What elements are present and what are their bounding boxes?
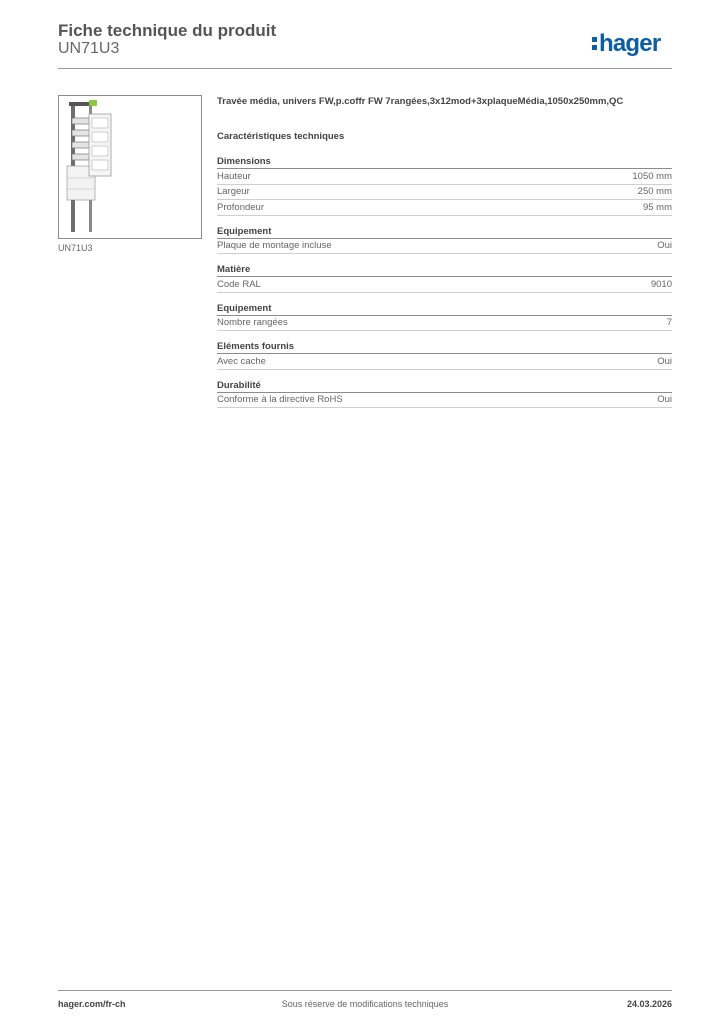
spec-row bbox=[217, 200, 672, 216]
spec-group-title: Eléments fournis bbox=[217, 340, 672, 354]
product-description: Travée média, univers FW,p.coffr FW 7rangées,3x12mod+3xplaqueMédia,1050x250mm,QC bbox=[217, 96, 624, 107]
spec-groups bbox=[217, 155, 672, 417]
spec-group-title: Equipement bbox=[217, 302, 672, 316]
spec-value: Oui bbox=[657, 355, 672, 367]
spec-group bbox=[217, 302, 672, 332]
spec-group-title: Matière bbox=[217, 263, 672, 277]
spec-label: Plaque de montage incluse bbox=[217, 240, 332, 252]
document-title: Fiche technique du produit bbox=[58, 21, 277, 40]
product-image-caption: UN71U3 bbox=[58, 243, 93, 253]
spec-group bbox=[217, 340, 672, 370]
spec-label: Avec cache bbox=[217, 355, 266, 367]
product-reference: UN71U3 bbox=[58, 40, 120, 57]
spec-label: Largeur bbox=[217, 186, 250, 198]
spec-row bbox=[217, 393, 672, 409]
spec-group-title: Dimensions bbox=[217, 155, 672, 169]
spec-row bbox=[217, 277, 672, 293]
spec-row bbox=[217, 316, 672, 332]
spec-value: Oui bbox=[657, 394, 672, 406]
spec-group bbox=[217, 225, 672, 255]
page-footer bbox=[58, 990, 672, 1021]
spec-value: 1050 mm bbox=[632, 170, 672, 182]
spec-row bbox=[217, 239, 672, 255]
footer-website: hager.com/fr-ch bbox=[58, 999, 126, 1009]
spec-row bbox=[217, 185, 672, 201]
spec-group bbox=[217, 379, 672, 409]
spec-label: Conforme à la directive RoHS bbox=[217, 394, 343, 406]
footer-disclaimer: Sous réserve de modifications techniques bbox=[281, 999, 449, 1009]
spec-group-title: Equipement bbox=[217, 225, 672, 239]
footer-date: 24.03.2026 bbox=[626, 999, 672, 1009]
hager-logo-icon bbox=[590, 28, 672, 58]
spec-label: Profondeur bbox=[217, 201, 265, 213]
spec-group bbox=[217, 263, 672, 293]
spec-value: 95 mm bbox=[642, 201, 672, 213]
spec-row bbox=[217, 354, 672, 370]
spec-group bbox=[217, 155, 672, 216]
spec-group-title: Durabilité bbox=[217, 379, 672, 393]
spec-value: 9010 bbox=[650, 278, 672, 290]
product-drawing-icon bbox=[59, 96, 201, 238]
spec-label: Code RAL bbox=[217, 278, 261, 290]
page-header bbox=[58, 20, 672, 69]
product-image bbox=[58, 95, 202, 239]
spec-label: Hauteur bbox=[217, 170, 251, 182]
spec-row bbox=[217, 169, 672, 185]
specs-heading: Caractéristiques techniques bbox=[217, 131, 345, 142]
spec-value: 7 bbox=[666, 317, 672, 329]
spec-value: Oui bbox=[657, 240, 672, 252]
spec-value: 250 mm bbox=[637, 186, 672, 198]
spec-label: Nombre rangées bbox=[217, 317, 288, 329]
svg-text:hager: hager bbox=[599, 30, 661, 57]
